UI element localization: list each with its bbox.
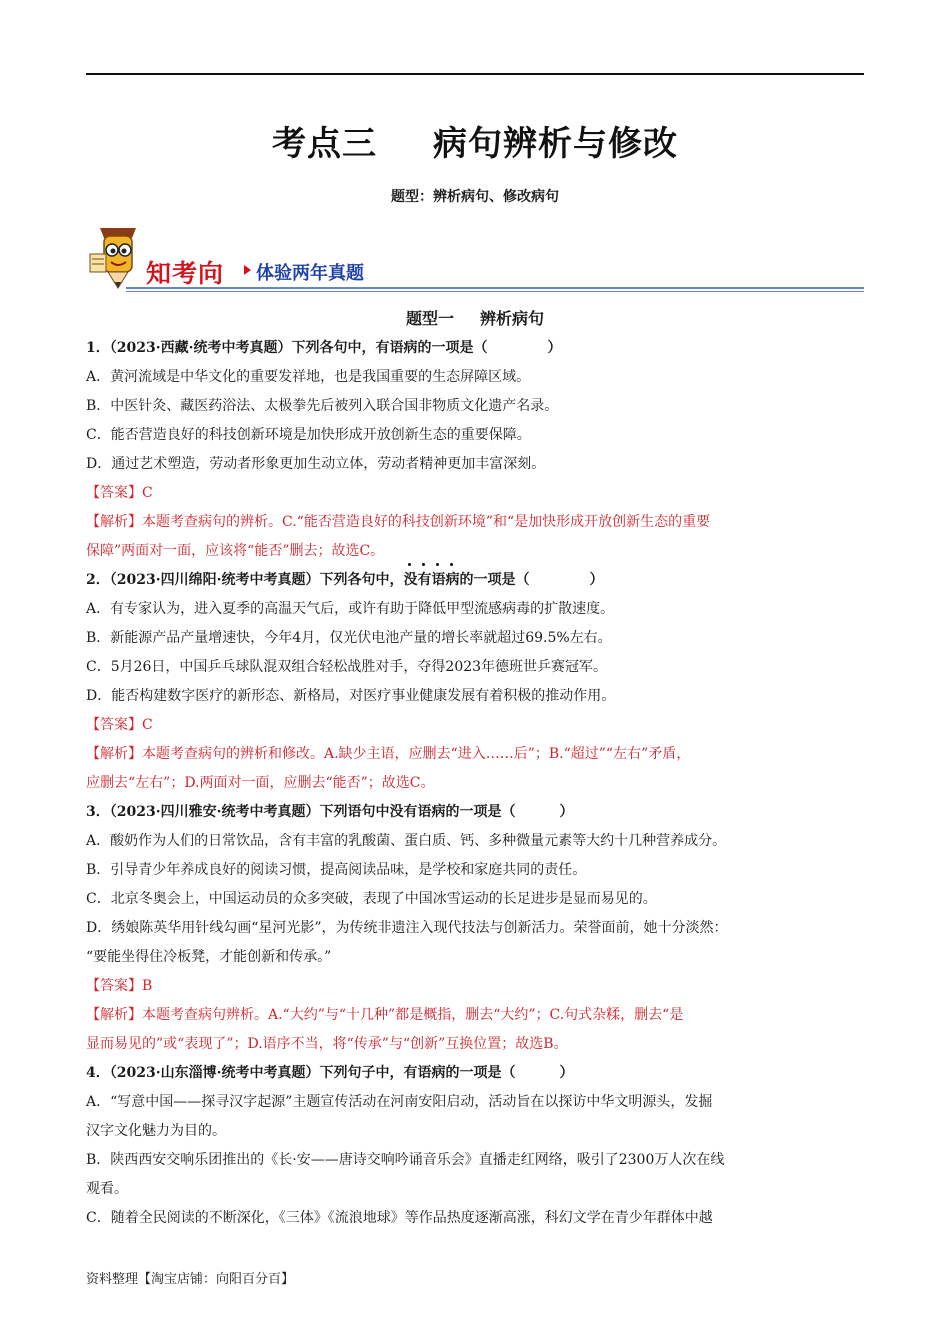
question-stem-text: 2．（2023·四川绵阳·统考中考真题）下列各句中， [86,572,404,588]
question-stem-text: 1．（2023·西藏·统考中考真题）下列各句中，有语病的一项是（ [86,340,488,356]
banner-arrow-icon [244,265,251,275]
analysis-line: 【解析】本题考查病句辨析。A.“大约”与“十几种”都是概指，删去“大约”；C.句式杂糅，删去“是 [86,1007,684,1023]
option-a: A．黄河流域是中华文化的重要发祥地，也是我国重要的生态屏障区域。 [86,369,531,385]
option-c: C．5月26日，中国乒乓球队混双组合轻松战胜对手，夺得2023年德班世乒赛冠军。 [86,659,608,675]
question-stem [86,334,864,363]
analysis-line: 【解析】本题考查病句的辨析和修改。A.缺少主语，应删去“进入……后”；B.“超过”“左右”矛盾， [86,746,691,762]
question-stem-mid: 的一项是（ [459,572,530,588]
analysis-line: 显而易见的”或“表现了”；D.语序不当，将“传承”与“创新”互换位置；故选B。 [86,1036,568,1052]
question-list [86,334,864,1233]
section-banner [86,224,864,294]
option-b: B．陕西西安交响乐团推出的《长·安——唐诗交响吟诵音乐会》直播走红网络，吸引了2300万人次在线 [86,1152,725,1168]
question-stem-text: 3．（2023·四川雅安·统考中考真题）下列语句中没有语病的一项是（ [86,804,516,820]
analysis-line: 保障”两面对一面，应该将“能否”删去；故选C。 [86,543,385,559]
option-d: D．通过艺术塑造，劳动者形象更加生动立体，劳动者精神更加丰富深刻。 [86,456,546,472]
title-part2: 病句辨析与修改 [433,124,678,164]
banner-underline [126,287,864,289]
page-subtitle: 题型：辨析病句、修改病句 [391,189,559,205]
option-a: A．“写意中国——探寻汉字起源”主题宣传活动在河南安阳启动，活动旨在以探访中华文明源头，发掘 [86,1094,713,1110]
option-b-continued: 观看。 [86,1181,128,1197]
option-c: C．北京冬奥会上，中国运动员的众多突破，表现了中国冰雪运动的长足进步是显而易见的。 [86,891,657,907]
option-d-continued: “要能坐得住冷板凳，才能创新和传承。” [86,949,332,965]
option-a: A．酸奶作为人们的日常饮品，含有丰富的乳酸菌、蛋白质、钙、多种微量元素等大约十几种营养成分。 [86,833,727,849]
emphasis-text [403,566,459,595]
question-stem [86,1059,864,1088]
pencil-mascot-icon [86,224,148,292]
page-footer: 资料整理【淘宝店铺：向阳百分百】 [86,1272,295,1287]
emphasis-text-content: 没有语病 [403,572,460,588]
top-rule [86,73,864,75]
option-c: C．能否营造良好的科技创新环境是加快形成开放创新生态的重要保障。 [86,427,531,443]
question-stem [86,566,864,595]
analysis-line: 【解析】本题考查病句的辨析。C.“能否营造良好的科技创新环境”和“是加快形成开放创新生态的重要 [86,514,711,530]
question-stem-close: ） [559,804,574,820]
banner-main-title: 知考向 [146,259,225,288]
option-c: C．随着全民阅读的不断深化，《三体》《流浪地球》等作品热度逐渐高涨，科幻文学在青少年群体中越 [86,1210,713,1226]
option-b: B．中医针灸、藏医药浴法、太极拳先后被列入联合国非物质文化遗产名录。 [86,398,559,414]
option-b: B．新能源产品产量增速快，今年4月，仅光伏电池产量的增长率就超过69.5%左右。 [86,630,612,646]
answer-label: 【答案】B [86,978,153,994]
option-d: D．绣娘陈英华用针线勾画“星河光影”，为传统非遗注入现代技法与创新活力。荣誉面前，她十分淡然： [86,920,728,936]
question-stem [86,798,864,827]
section-title-part2: 辨析病句 [480,309,545,328]
question-stem-close: ） [559,1065,574,1081]
section-title-part1: 题型一 [405,309,454,328]
banner-subtitle: 体验两年真题 [256,263,364,284]
answer-label: 【答案】C [86,717,153,733]
option-a: A．有专家认为，进入夏季的高温天气后，或许有助于降低甲型流感病毒的扩散速度。 [86,601,615,617]
option-a-continued: 汉字文化魅力为目的。 [86,1123,226,1139]
option-b: B．引导青少年养成良好的阅读习惯，提高阅读品味，是学校和家庭共同的责任。 [86,862,587,878]
banner-underline-thin [126,291,864,292]
question-stem-close: ） [547,340,562,356]
analysis-line: 应删去“左右”；D.两面对一面，应删去“能否”；故选C。 [86,775,435,791]
section-title [0,306,950,329]
page-title [0,116,950,165]
answer-label: 【答案】C [86,485,153,501]
title-part1: 考点三 [272,124,377,164]
question-stem-text: 4．（2023·山东淄博·统考中考真题）下列句子中，有语病的一项是（ [86,1065,516,1081]
question-stem-close: ） [589,572,604,588]
option-d: D．能否构建数字医疗的新形态、新格局，对医疗事业健康发展有着积极的推动作用。 [86,688,616,704]
